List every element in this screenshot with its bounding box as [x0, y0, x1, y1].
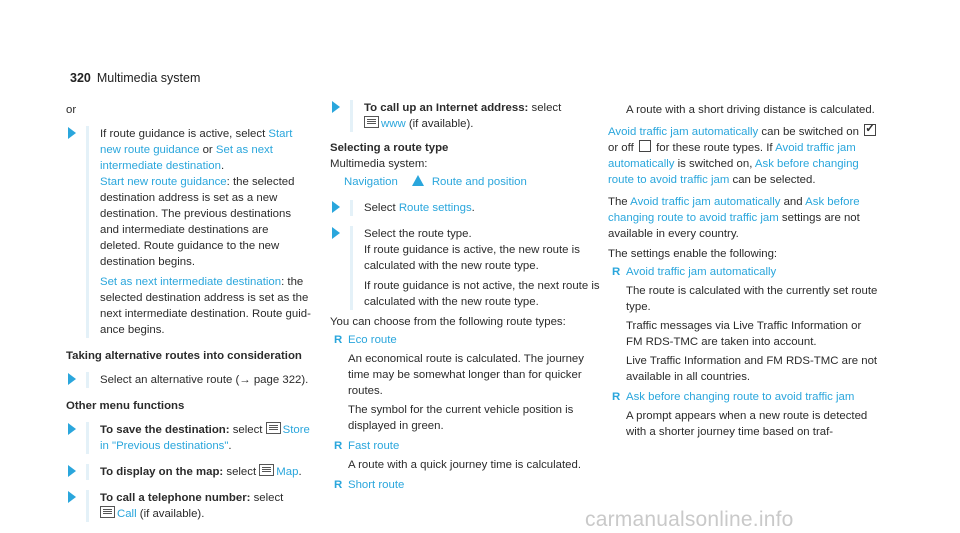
step-arrow-icon — [332, 101, 340, 113]
ask-before-changing-term: Ask before changing route to avoid traffic jam — [608, 196, 860, 224]
eco-route-link[interactable]: Eco route — [348, 334, 397, 346]
avoid-traffic-jam-term: Avoid traffic jam automatically — [608, 126, 759, 138]
column-1 — [66, 102, 312, 532]
step-arrow-icon — [68, 491, 76, 503]
bullet-marker: R — [612, 266, 621, 278]
step-alternative-route: Select an alternative route (→ page 322). — [66, 372, 312, 388]
set-next-intermediate-term: Set as next intermediate destination — [100, 276, 282, 288]
bullet-ask-before-changing: R Ask before changing route to avoid traffic jam A prompt appears when a new route is detected with a shorter journey time based on traf- — [608, 389, 880, 440]
bullet-marker: R — [334, 479, 343, 491]
bullet-eco-route: R Eco route An economical route is calculated. The journey time may be somewhat longer than for quicker routes. The symbol for the current vehicle position is displayed in green. — [330, 332, 606, 434]
store-link[interactable]: Store in "Previous destinations" — [100, 424, 310, 452]
ask-before-changing-link[interactable]: Ask before changing route to avoid traffic jam — [626, 391, 855, 403]
menu-icon — [259, 464, 274, 476]
avoid-traffic-jam-term: Avoid traffic jam automatically — [608, 142, 856, 170]
section-title: Multimedia system — [96, 71, 201, 85]
set-next-intermediate-link[interactable]: Set as next intermediate destination — [100, 144, 273, 172]
route-settings-link[interactable]: Route settings — [398, 202, 472, 214]
short-route-link[interactable]: Short route — [348, 479, 405, 491]
column-2 — [330, 100, 606, 497]
step-arrow-icon — [68, 423, 76, 435]
or-text: or — [66, 104, 77, 116]
step-arrow-icon — [332, 201, 340, 213]
avoid-traffic-jam-link[interactable]: Avoid traffic jam automatically — [626, 266, 777, 278]
www-link[interactable]: www — [381, 118, 406, 130]
step-select-route-type: Select the route type. If route guidance is active, the new route is calculated with the new route type. If route guidance is not active, the next route is calculated with the new route type. — [330, 226, 606, 310]
map-link[interactable]: Map — [276, 466, 299, 478]
checkbox-off-icon — [639, 140, 651, 152]
call-link[interactable]: Call — [117, 508, 137, 520]
column-3: A route with a short driving distance is calculated. Avoid traffic jam automatically can be switched on ✓ or off for these route types. If Avoid traffic jam automatically is switched on, Ask before changing route to avoid traffic jam can be selected. The Avoid traffic jam automatically and Ask before changing route to avoid traffic jam settings are not available in every country. The settings enable the following: R Avoid traffic jam automatically The route is calculated with the currently set route type. Traffic messages via Live Traffic Information or FM RDS-TMC are taken into account. Live Traffic Information and FM RDS-TMC are not available in all countries. R Ask before changing route to avoid traffic jam A prompt appears when a new route is detected with a shorter journey time based on traf- — [608, 102, 880, 444]
step-internet-address: To call up an Internet address: select www (if available). — [330, 100, 606, 132]
ask-before-changing-term: Ask before changing route to avoid traffic jam — [608, 158, 859, 186]
system-label: Multimedia system: — [330, 158, 428, 170]
route-types-intro: You can choose from the following route types: — [330, 316, 566, 328]
step-display-map: To display on the map: select Map. — [66, 464, 312, 480]
nav-path — [344, 174, 606, 190]
heading-route-type: Selecting a route type — [330, 142, 449, 154]
bullet-avoid-traffic-jam: R Avoid traffic jam automatically The route is calculated with the currently set route type. Traffic messages via Live Traffic Information or FM RDS-TMC are taken into account. Live Traffic Information and FM RDS-TMC are not available in all countries. — [608, 264, 880, 385]
nav-navigation[interactable]: Navigation — [344, 176, 398, 188]
page-number: 320 — [70, 71, 91, 85]
start-new-route-term: Start new route guidance — [100, 176, 227, 188]
bullet-fast-route: R Fast route A route with a quick journey time is calculated. — [330, 438, 606, 473]
menu-icon — [266, 422, 281, 434]
page-header — [70, 71, 200, 85]
heading-other-menu-functions: Other menu functions — [66, 400, 185, 412]
bullet-short-route — [330, 477, 606, 493]
step-start-route: If route guidance is active, select Start new route guidance or Set as next intermediate destination. Start new route guidance: the selected destination address is set as a new destination. The previous destinations and intermediate destinations are deleted. Route guidance to the new destination begins. Set as next intermediate destination: the selected destination address is set as the next intermediate destination. Route guidance begins. — [66, 126, 312, 338]
bullet-marker: R — [334, 334, 343, 346]
step-arrow-icon — [68, 465, 76, 477]
start-new-route-link[interactable]: Start new route guidance — [100, 128, 293, 156]
step-arrow-icon — [68, 373, 76, 385]
step-call-number: To call a telephone number: select Call (if available). — [66, 490, 312, 522]
bullet-marker: R — [334, 440, 343, 452]
checkbox-on-icon — [864, 124, 876, 136]
menu-icon — [364, 116, 379, 128]
avoid-traffic-jam-term: Avoid traffic jam automatically — [630, 196, 781, 208]
heading-alternative-routes: Taking alternative routes into consideration — [66, 350, 302, 362]
step-arrow-icon — [332, 227, 340, 239]
watermark: carmanualsonline.info — [585, 508, 794, 531]
menu-icon — [100, 506, 115, 518]
step-route-settings: Select Route settings. — [330, 200, 606, 216]
nav-route-position[interactable]: Route and position — [431, 176, 527, 188]
step-save-destination: To save the destination: select Store in "Previous destinations". — [66, 422, 312, 454]
navigation-arrow-icon — [412, 175, 424, 186]
fast-route-link[interactable]: Fast route — [348, 440, 400, 452]
bullet-marker: R — [612, 391, 621, 403]
step-arrow-icon — [68, 127, 76, 139]
